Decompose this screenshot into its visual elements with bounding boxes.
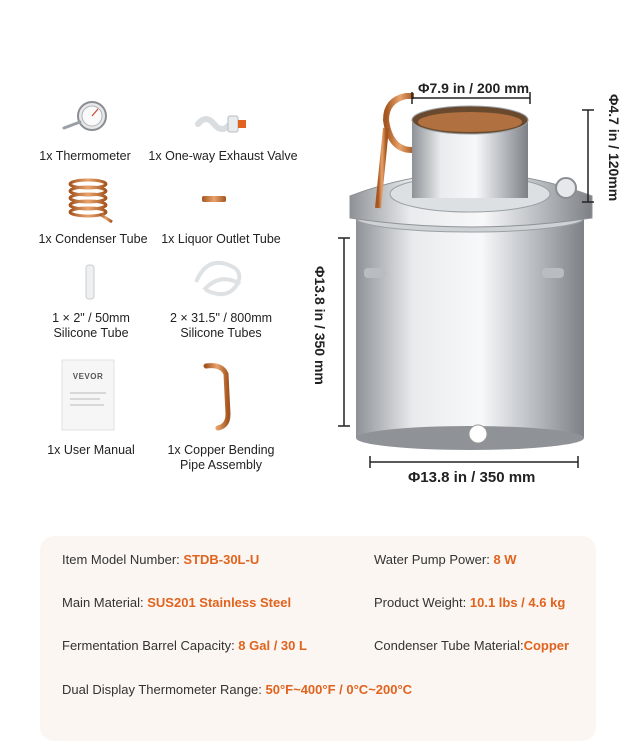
exhaust-valve-icon (198, 116, 246, 132)
part-label-copper-pipe: 1x Copper Bending Pipe Assembly (167, 443, 275, 472)
part-label-silicone-tubes: 2 × 31.5" / 800mm Silicone Tubes (169, 311, 273, 340)
part-label-exhaust-valve: 1x One-way Exhaust Valve (148, 149, 298, 163)
manual-icon (62, 360, 114, 430)
part-label-user-manual: 1x User Manual (47, 443, 135, 457)
silicone-tubes-icon (196, 263, 240, 294)
spec-condenser-material: Condenser Tube Material:Copper (374, 638, 570, 653)
dim-top-width: Φ7.9 in / 200 mm (418, 80, 530, 96)
thermometer-icon (64, 102, 106, 130)
dim-top-height: Φ4.7 in / 120mm (606, 94, 622, 202)
part-label-silicone-tube: 1 × 2" / 50mm Silicone Tube (52, 311, 130, 340)
part-label-condenser-tube: 1x Condenser Tube (38, 232, 148, 246)
liquor-outlet-icon (202, 196, 226, 202)
silicone-tube-icon (86, 265, 94, 299)
dim-body-width: Φ13.8 in / 350 mm (408, 469, 536, 486)
dim-body-height: Φ13.8 in / 350 mm (312, 266, 328, 385)
copper-pipe-icon (206, 366, 228, 428)
part-label-thermometer: 1x Thermometer (39, 149, 131, 163)
still-pot-icon (350, 96, 592, 450)
spec-weight: Product Weight: 10.1 lbs / 4.6 kg (374, 595, 566, 610)
spec-model: Item Model Number: STDB-30L-U (62, 552, 260, 567)
spec-pump-power: Water Pump Power: 8 W (374, 552, 517, 567)
spec-capacity: Fermentation Barrel Capacity: 8 Gal / 30 L (62, 638, 307, 653)
manual-brand: VEVOR (72, 372, 104, 381)
spec-thermo-range: Dual Display Thermometer Range: 50°F~400°F / 0°C~200°C (62, 682, 413, 697)
condenser-coil-icon (70, 180, 112, 222)
part-label-liquor-outlet: 1x Liquor Outlet Tube (161, 232, 281, 246)
spec-material: Main Material: SUS201 Stainless Steel (62, 595, 292, 610)
